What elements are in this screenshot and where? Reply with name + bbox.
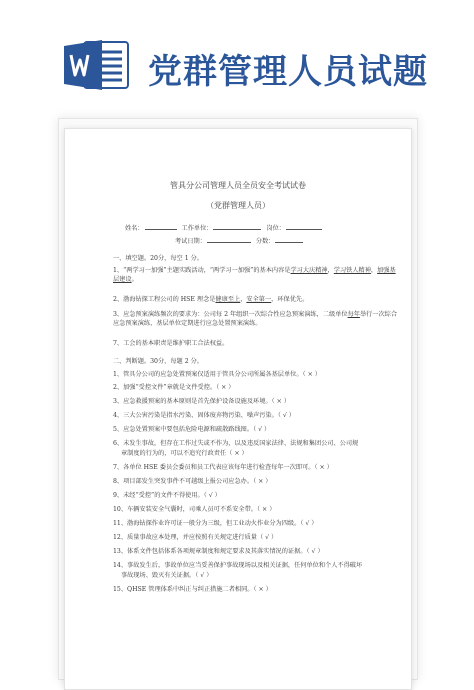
question-1: 1、“两学习一加强”主题实践活动，“两学习一加强”的基本内容是学习大庆精神，学习铁人精神，加强基层建设。 <box>113 267 396 283</box>
unit-label: 工作单位： <box>181 225 213 232</box>
section1-heading: 一、填空题。20分，每空 1 分。 <box>113 255 203 262</box>
position-blank[interactable] <box>286 223 322 230</box>
judge-item: 2、加强“受控文件”章就是文件受控。（ × ） <box>113 384 235 391</box>
name-label: 姓名： <box>125 225 144 232</box>
word-app-icon <box>62 38 130 92</box>
judge-item: 3、应急救援预案的基本原则是首先保护设备设施及环境。（ × ） <box>113 398 291 405</box>
judge-item: 1、管具分公司的应急处置预案仅适用于管具分公司所属各基层单位。（ × ） <box>113 371 321 378</box>
answer-text: 学习大庆精神 <box>290 267 328 274</box>
judge-item: 12、质量事故应本处理，并应按照有关规定进行质量（ √ ） <box>113 534 278 541</box>
judge-item: 7、各单位 HSE 委员会委员和员工代表应该每年进行检查每年一次即可。（ × ） <box>113 464 333 471</box>
judge-item: 9、未经“受控”的文件不得使用。（ √ ） <box>113 492 221 499</box>
unit-blank[interactable] <box>213 223 261 230</box>
judge-item: 14、事故发生后，事故单位应当妥善保护事故现场以及相关证据，任何单位和个人不得破坏 <box>113 562 363 569</box>
position-label: 岗位： <box>266 225 285 232</box>
section2-heading: 二、判断题。30分，每题 2 分。 <box>113 358 203 365</box>
judge-item: 10、车辆安装安全气囊时，司乘人员可不系安全带。（ × ） <box>113 506 276 513</box>
judge-item: 4、三大公害污染是指水污染、固体废弃物污染、噪声污染。（ √ ） <box>113 412 295 419</box>
judge-item: 5、应急处置预案中要包括危险电源和疏散路线图。（ √ ） <box>113 426 271 433</box>
banner-title: 党群管理人员试题 <box>148 52 428 92</box>
answer-text: 每年 <box>347 311 360 318</box>
info-row-1 <box>125 223 325 233</box>
judge-item: 15、QHSE 管理体系中纠正与纠正措施二者相同。（ × ） <box>113 586 272 593</box>
answer-text: 安全第一 <box>246 296 272 303</box>
date-label: 考试日期： <box>175 238 206 245</box>
question-7: 7、工会的基本职责是维护职工合法权益。 <box>113 340 229 347</box>
exam-subtitle: （党群管理人员） <box>206 201 270 210</box>
document-page <box>64 128 412 690</box>
judge-item: 13、体系文件包括体系各项规章制度和规定要求及其落实情况的证据。（ √ ） <box>113 548 324 555</box>
answer-text: 健康至上 <box>215 296 241 303</box>
exam-title: 管具分公司管理人员全员安全考试试卷 <box>170 181 306 190</box>
judge-item-continued: 章制度的行为的，可以不追究行政责任（ × ） <box>121 450 248 457</box>
judge-item-continued: 事故现场、毁灭有关证据。（ √ ） <box>121 572 213 579</box>
judge-item: 6、未发生事故，但存在工作过失或不作为，以及违反国家法律、法规和集团公司、公司规 <box>113 440 359 447</box>
answer-text: 学习铁人精神 <box>333 267 371 274</box>
judge-item: 11、渤海钻探作业许可证一般分为三级，但工业动火作业分为四级。（ √ ） <box>113 520 318 527</box>
date-blank[interactable] <box>207 236 251 243</box>
score-blank[interactable] <box>275 236 303 243</box>
question-2: 2、渤海钻探工程公司的 HSE 理念是健康至上，安全第一，环保优先。 <box>113 296 309 303</box>
info-row-2 <box>175 236 306 246</box>
answer-text: 加强基层建设 <box>113 267 396 283</box>
question-3: 3、应急预案演练频次的要求为：公司每 2 年组织一次综合性应急预案演练，二级单位每年举行一次综合应急预案演练，基层单位定期进行应急处置预案演练。 <box>113 311 398 327</box>
score-label: 分数： <box>255 238 275 245</box>
name-blank[interactable] <box>145 223 177 230</box>
judge-item: 8、项目部发生突发事件不可越级上报公司应急办。（ × ） <box>113 478 272 485</box>
